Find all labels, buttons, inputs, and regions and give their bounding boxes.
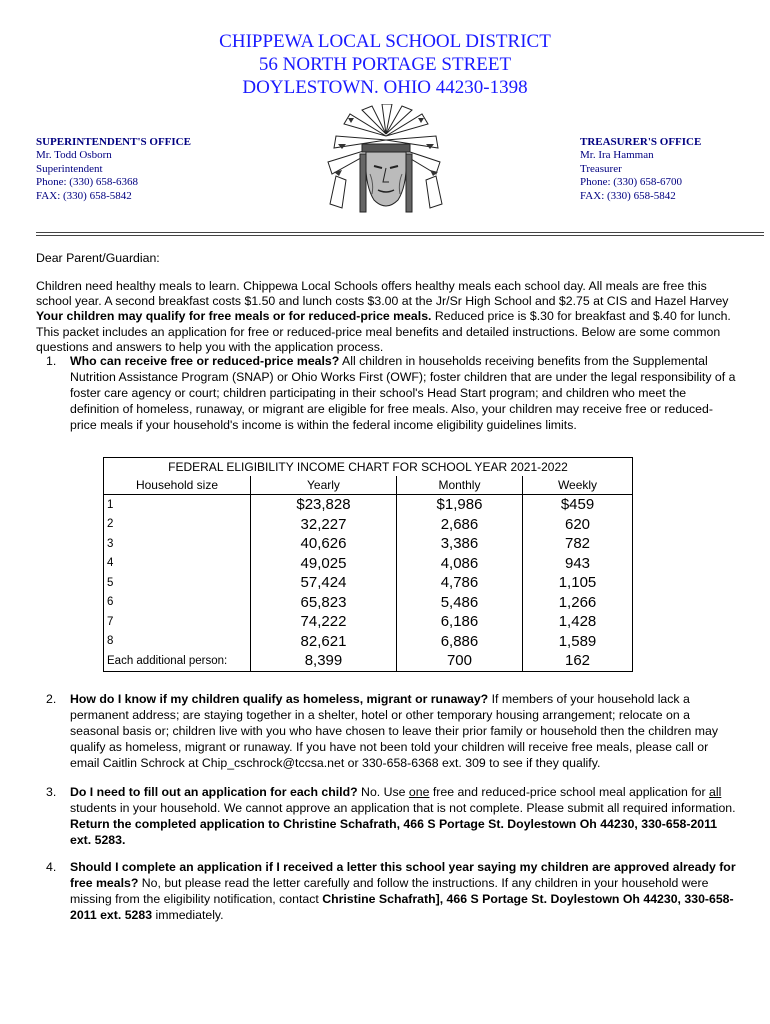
question-text: Should I complete an application if I received a letter this school year saying my children are approved already for free meals? — [70, 860, 736, 890]
treasurer-heading: TREASURER'S OFFICE — [580, 136, 702, 148]
answer-underline-one: one — [408, 785, 430, 799]
weekly-income: 162 — [523, 651, 633, 671]
table-row — [104, 593, 633, 613]
answer-text: If members of your household lack a permanent address; are staying together in a shelter, hotel or other temporary housing arrangement; relocate on a seasonal basis or; children live with you who have chosen to leave their prior family or household then the children may qualify as homeless, migrant or runaway. If you have not been told your children will receive free meals, please call or email Caitlin Schrock at Chip_cschrock@tccsa.net or 330-658-6368 ext. 309 to see if they qualify. — [70, 692, 718, 770]
intro-text-1: Children need healthy meals to learn. Chippewa Local Schools offers healthy meals each school day. All meals are free this school year. A second breakfast costs $1.50 and lunch costs $3.00 at the Jr/Sr High School and $2.75 at CIS and Hazel Harvey — [36, 279, 729, 309]
answer-text-2: immediately. — [152, 908, 224, 922]
treasurer-title: Treasurer — [580, 162, 622, 175]
header-divider — [36, 232, 764, 233]
superintendent-name: Mr. Todd Osborn — [36, 149, 112, 162]
question-3 — [36, 784, 738, 848]
monthly-income: 6,886 — [396, 632, 522, 652]
question-text: Do I need to fill out an application for each child? — [70, 785, 358, 799]
household-size: 6 — [104, 593, 251, 613]
monthly-income: 6,186 — [396, 612, 522, 632]
question-number: 3. — [46, 785, 57, 799]
yearly-income: 82,621 — [251, 632, 397, 652]
answer-text-3: students in your household. We cannot approve an application that is not complete. Please submit all required information. — [70, 801, 736, 815]
answer-text-1: No. Use — [357, 785, 409, 799]
intro-paragraph — [36, 279, 736, 355]
treasurer-phone: Phone: (330) 658-6700 — [580, 176, 683, 189]
table-row — [104, 554, 633, 574]
question-1 — [36, 353, 738, 433]
superintendent-phone: Phone: (330) 658-6368 — [36, 176, 139, 189]
question-number: 1. — [46, 354, 57, 368]
weekly-income: 1,589 — [523, 632, 633, 652]
question-text: Who can receive free or reduced-price meals? — [70, 354, 340, 368]
household-size: 4 — [104, 554, 251, 574]
income-eligibility-table — [103, 457, 633, 672]
answer-underline-all: all — [709, 785, 722, 799]
weekly-income: 1,428 — [523, 612, 633, 632]
superintendent-office — [36, 136, 191, 203]
monthly-income: 700 — [396, 651, 522, 671]
answer-text-2: free and reduced-price school meal application for — [429, 785, 710, 799]
yearly-income: 40,626 — [251, 534, 397, 554]
yearly-income: 8,399 — [251, 651, 397, 671]
weekly-income: 943 — [523, 554, 633, 574]
district-name: CHIPPEWA LOCAL SCHOOL DISTRICT — [219, 31, 551, 52]
household-size: 7 — [104, 612, 251, 632]
answer-bold: Return the completed application to Christine Schafrath, 466 S Portage St. Doylestown Oh 44230, 330-658-2011 ext. 5283. — [70, 817, 718, 847]
table-row — [104, 632, 633, 652]
superintendent-title: Superintendent — [36, 162, 103, 175]
table-row — [104, 515, 633, 535]
treasurer-name: Mr. Ira Hamman — [580, 149, 654, 162]
question-text: How do I know if my children qualify as homeless, migrant or runaway? — [70, 692, 489, 706]
question-4 — [36, 859, 738, 923]
household-size: 5 — [104, 573, 251, 593]
monthly-income: 3,386 — [396, 534, 522, 554]
table-row — [104, 573, 633, 593]
household-size: 8 — [104, 632, 251, 652]
table-row — [104, 495, 633, 515]
yearly-income: 49,025 — [251, 554, 397, 574]
district-street: 56 NORTH PORTAGE STREET — [258, 54, 512, 75]
household-size: 3 — [104, 534, 251, 554]
header-household-size: Household size — [104, 476, 251, 495]
table-row — [104, 612, 633, 632]
superintendent-fax: FAX: (330) 658-5842 — [36, 189, 132, 202]
household-size: 1 — [104, 495, 251, 515]
yearly-income: 65,823 — [251, 593, 397, 613]
weekly-income: 620 — [523, 515, 633, 535]
district-header — [0, 30, 770, 99]
intro-text-2: Reduced price is $.30 for breakfast and $.40 for lunch. This packet includes an application for free or reduced-price meal benefits and detailed instructions. Below are some common questions and answers to help you with the application process. — [36, 309, 731, 354]
weekly-income: 1,105 — [523, 573, 633, 593]
answer-text-1: No, but please read the letter carefully and follow the instructions. If any children in your household were missing from the eligibility notification, contact — [70, 876, 709, 906]
intro-bold: Your children may qualify for free meals or for reduced-price meals. — [36, 309, 432, 324]
question-2 — [36, 691, 738, 771]
monthly-income: 4,786 — [396, 573, 522, 593]
household-size: Each additional person: — [104, 651, 251, 671]
table-caption: FEDERAL ELIGIBILITY INCOME CHART FOR SCHOOL YEAR 2021-2022 — [104, 458, 633, 477]
salutation: Dear Parent/Guardian: — [36, 251, 160, 265]
yearly-income: 74,222 — [251, 612, 397, 632]
header-yearly: Yearly — [251, 476, 397, 495]
treasurer-fax: FAX: (330) 658-5842 — [580, 189, 676, 202]
treasurer-office — [580, 136, 701, 203]
native-headdress-mascot-icon — [322, 104, 450, 220]
yearly-income: 32,227 — [251, 515, 397, 535]
weekly-income: 1,266 — [523, 593, 633, 613]
question-number: 2. — [46, 692, 57, 706]
table-row — [104, 651, 633, 671]
weekly-income: $459 — [523, 495, 633, 515]
header-divider-secondary — [36, 235, 764, 236]
question-number: 4. — [46, 860, 57, 874]
table-row — [104, 534, 633, 554]
district-city: DOYLESTOWN. OHIO 44230-1398 — [242, 77, 528, 98]
monthly-income: 2,686 — [396, 515, 522, 535]
answer-bold: Christine Schafrath], 466 S Portage St. Doylestown Oh 44230, 330-658-2011 ext. 5283 — [70, 892, 734, 922]
weekly-income: 782 — [523, 534, 633, 554]
monthly-income: 5,486 — [396, 593, 522, 613]
answer-text: All children in households receiving benefits from the Supplemental Nutrition Assistance Program (SNAP) or Ohio Works First (OWF); foster children that are under the legal responsibility of a foster care agency or court; children participating in their school's Head Start program; and children who meet the definition of homeless, runaway, or migrant are eligible for free meals. Also, your children may receive free or reduced-price meals if your household's income is within the federal income eligibility guidelines limits. — [70, 354, 736, 432]
yearly-income: $23,828 — [251, 495, 397, 515]
header-weekly: Weekly — [523, 476, 633, 495]
household-size: 2 — [104, 515, 251, 535]
monthly-income: 4,086 — [396, 554, 522, 574]
yearly-income: 57,424 — [251, 573, 397, 593]
header-monthly: Monthly — [396, 476, 522, 495]
superintendent-heading: SUPERINTENDENT'S OFFICE — [36, 136, 191, 148]
monthly-income: $1,986 — [396, 495, 522, 515]
